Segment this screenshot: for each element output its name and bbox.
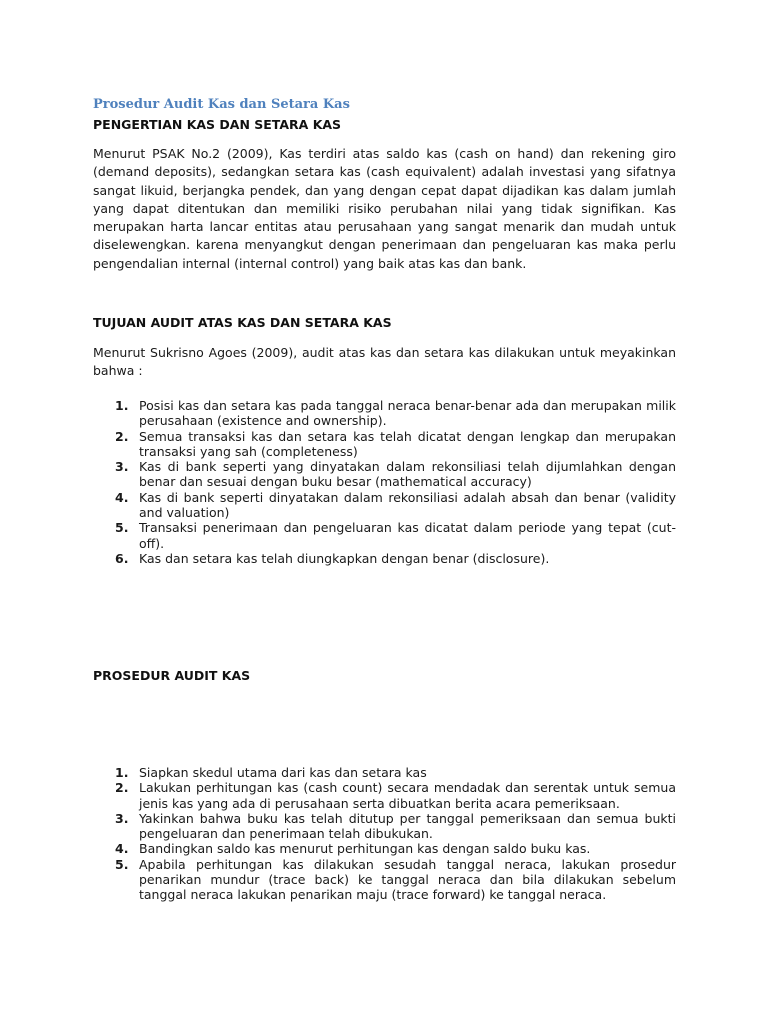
list-number: 1. (115, 398, 129, 413)
list-number: 1. (115, 765, 129, 780)
list-item (93, 520, 676, 551)
list-item (93, 398, 676, 429)
list-item (93, 811, 676, 842)
section-heading-tujuan: TUJUAN AUDIT ATAS KAS DAN SETARA KAS (93, 315, 392, 330)
list-item-text: Kas dan setara kas telah diungkapkan dengan benar (disclosure). (139, 550, 550, 566)
list-item-text: Posisi kas dan setara kas pada tanggal neraca benar-benar ada dan merupakan milik perusahaan (existence and ownership). (139, 398, 676, 429)
list-item (93, 780, 676, 811)
list-item (93, 429, 676, 460)
prosedur-list (93, 765, 676, 903)
list-number: 2. (115, 428, 129, 444)
list-item (93, 459, 676, 490)
list-number: 3. (115, 810, 129, 826)
list-number: 4. (115, 841, 129, 857)
tujuan-list (93, 398, 676, 566)
list-item (93, 765, 676, 780)
list-item-text: Lakukan perhitungan kas (cash count) secara mendadak dan serentak untuk semua jenis kas yang ada di perusahaan serta dibuatkan berita acara pemeriksaan. (139, 780, 676, 811)
list-item-text: Semua transaksi kas dan setara kas telah dicatat dengan lengkap dan merupakan transaksi yang sah (completeness) (139, 428, 676, 459)
list-item (93, 490, 676, 521)
paragraph-tujuan-intro: Menurut Sukrisno Agoes (2009), audit atas kas dan setara kas dilakukan untuk meyakinkan bahwa : (93, 345, 676, 379)
list-item (93, 841, 676, 856)
list-item-text: Yakinkan bahwa buku kas telah ditutup per tanggal pemeriksaan dan semua bukti pengeluaran dan penerimaan telah dibukukan. (139, 810, 676, 842)
list-item (93, 551, 676, 566)
list-item-text: Apabila perhitungan kas dilakukan sesudah tanggal neraca, lakukan prosedur penarikan mundur (trace back) ke tanggal neraca dan bila dilakukan sebelum tanggal neraca lakukan penarikan maju (trace forward) ke tanggal neraca. (139, 856, 676, 903)
paragraph-pengertian: Menurut PSAK No.2 (2009), Kas terdiri atas saldo kas (cash on hand) dan rekening giro (demand deposits), sedangkan setara kas (cash equivalent) adalah investasi yang sifatnya sangat likuid, berjangka pendek, dan yang dengan cepat dapat dijadikan kas dalam jumlah yang dapat ditentukan dan memiliki risiko perubahan nilai yang tidak signifikan. Kas merupakan harta lancar entitas atau perusahaan yang sangat menarik dan mudah untuk diselewengkan. karena menyangkut dengan penerimaan dan pengeluaran kas maka perlu pengendalian internal (internal control) yang baik atas kas dan bank. (93, 146, 676, 271)
list-number: 5. (115, 856, 129, 872)
list-item (93, 857, 676, 903)
list-item-text: Kas di bank seperti yang dinyatakan dalam rekonsiliasi telah dijumlahkan dengan benar dan sesuai dengan buku besar (mathematical accuracy) (139, 459, 676, 490)
list-number: 5. (115, 520, 129, 536)
list-number: 2. (115, 780, 129, 796)
list-item-text: Siapkan skedul utama dari kas dan setara kas (139, 765, 427, 780)
list-number: 4. (115, 489, 129, 505)
list-item-text: Kas di bank seperti dinyatakan dalam rekonsiliasi adalah absah dan benar (validity and valuation) (139, 489, 676, 521)
section-heading-pengertian: PENGERTIAN KAS DAN SETARA KAS (93, 117, 342, 132)
list-item-text: Transaksi penerimaan dan pengeluaran kas dicatat dalam periode yang tepat (cut-off). (139, 520, 676, 551)
section-heading-prosedur: PROSEDUR AUDIT KAS (93, 668, 251, 683)
list-number: 3. (115, 459, 129, 475)
list-number: 6. (115, 550, 129, 566)
document-title: Prosedur Audit Kas dan Setara Kas (93, 97, 350, 112)
list-item-text: Bandingkan saldo kas menurut perhitungan kas dengan saldo buku kas. (139, 841, 591, 857)
